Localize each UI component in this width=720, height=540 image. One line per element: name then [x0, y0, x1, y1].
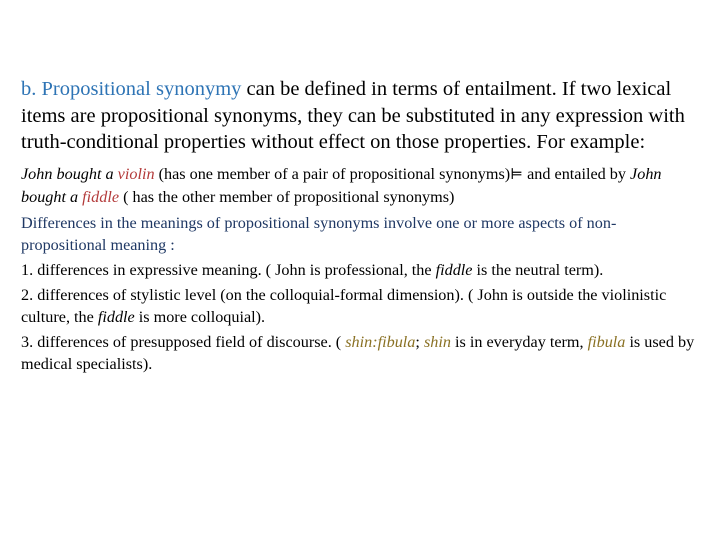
intro-paragraph: [21, 76, 701, 156]
term-propositional-synonymy: b. Propositional synonymy: [21, 78, 242, 100]
item-2-fiddle: fiddle: [97, 307, 135, 326]
example-sentence-2a: John bought a: [21, 164, 662, 206]
item-1-fiddle: fiddle: [435, 260, 473, 279]
difference-item-1: [21, 259, 701, 281]
item-1-text-a: 1. differences in expressive meaning. ( John is professional, the: [21, 260, 436, 279]
example-connector: and entailed by: [523, 164, 631, 183]
item-3-text-g: is used by medical specialists).: [21, 332, 695, 373]
difference-item-3: [21, 331, 701, 375]
item-3-fibula: fibula: [587, 332, 626, 351]
differences-intro: Differences in the meanings of propositional synonyms involve one or more aspects of non-propositional meaning :: [21, 213, 617, 254]
item-1-text-c: is the neutral term).: [472, 260, 604, 279]
item-3-text-a: 3. differences of presupposed field of discourse. (: [21, 332, 346, 351]
item-3-shin: shin: [423, 332, 451, 351]
example-note-2: ( has the other member of propositional synonyms): [119, 187, 455, 206]
item-2-text-c: is more colloquial).: [134, 307, 266, 326]
item-3-text-c: ;: [415, 332, 424, 351]
item-3-text-e: is in everyday term,: [450, 332, 588, 351]
intro-text: can be defined in terms of entailment. If two lexical items are propositional synonyms, they can be substituted in any expression with truth-conditional properties without effect on those properties. For example:: [21, 78, 685, 153]
example-word-violin: violin: [117, 164, 155, 183]
example-note-1: (has one member of a pair of propositional synonyms): [154, 164, 511, 183]
example-word-fiddle: fiddle: [82, 187, 120, 206]
item-2-text-a: 2. differences of stylistic level (on the colloquial-formal dimension). ( John is outside the violinistic culture, the: [21, 285, 667, 326]
entailment-symbol: ⊨: [510, 166, 524, 183]
difference-item-2: [21, 284, 701, 328]
example-sentence-1a: John bought a: [21, 164, 118, 183]
slide-content: [21, 76, 701, 375]
item-3-shin-fibula: shin:fibula: [345, 332, 416, 351]
example-paragraph: [21, 163, 701, 208]
